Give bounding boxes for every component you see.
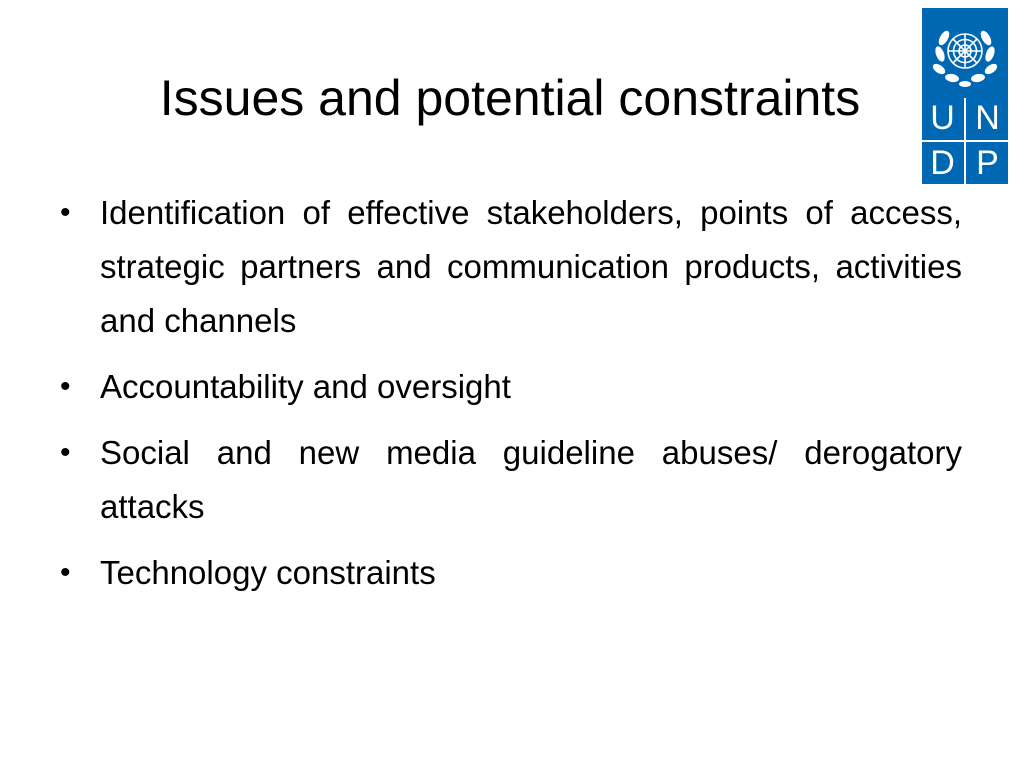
bullet-list: [60, 186, 962, 612]
bullet-text: Technology constraints: [100, 554, 436, 591]
bullet-item: [60, 186, 962, 348]
slide-title: Issues and potential constraints: [159, 70, 861, 126]
bullet-marker: •: [60, 556, 71, 589]
undp-logo: [922, 8, 1008, 184]
bullet-text: Identification of effective stakeholders, points of access, strategic partners and communication products, activities and channels: [100, 194, 962, 339]
logo-letter-p: P: [976, 144, 999, 182]
bullet-marker: •: [60, 436, 71, 469]
bullet-marker: •: [60, 196, 71, 229]
bullet-text: Social and new media guideline abuses/ derogatory attacks: [100, 434, 962, 525]
bullet-marker: •: [60, 370, 71, 403]
logo-divider-vertical: [964, 98, 966, 184]
undp-letter-grid: [922, 98, 1008, 184]
logo-letter-n: N: [975, 99, 1000, 137]
bullet-text: Accountability and oversight: [100, 368, 511, 405]
logo-letter-u: U: [930, 99, 955, 137]
bullet-item: [60, 546, 962, 600]
bullet-item: [60, 426, 962, 534]
bullet-item: [60, 360, 962, 414]
un-emblem-icon: [926, 12, 1004, 90]
logo-letter-d: D: [930, 144, 955, 182]
